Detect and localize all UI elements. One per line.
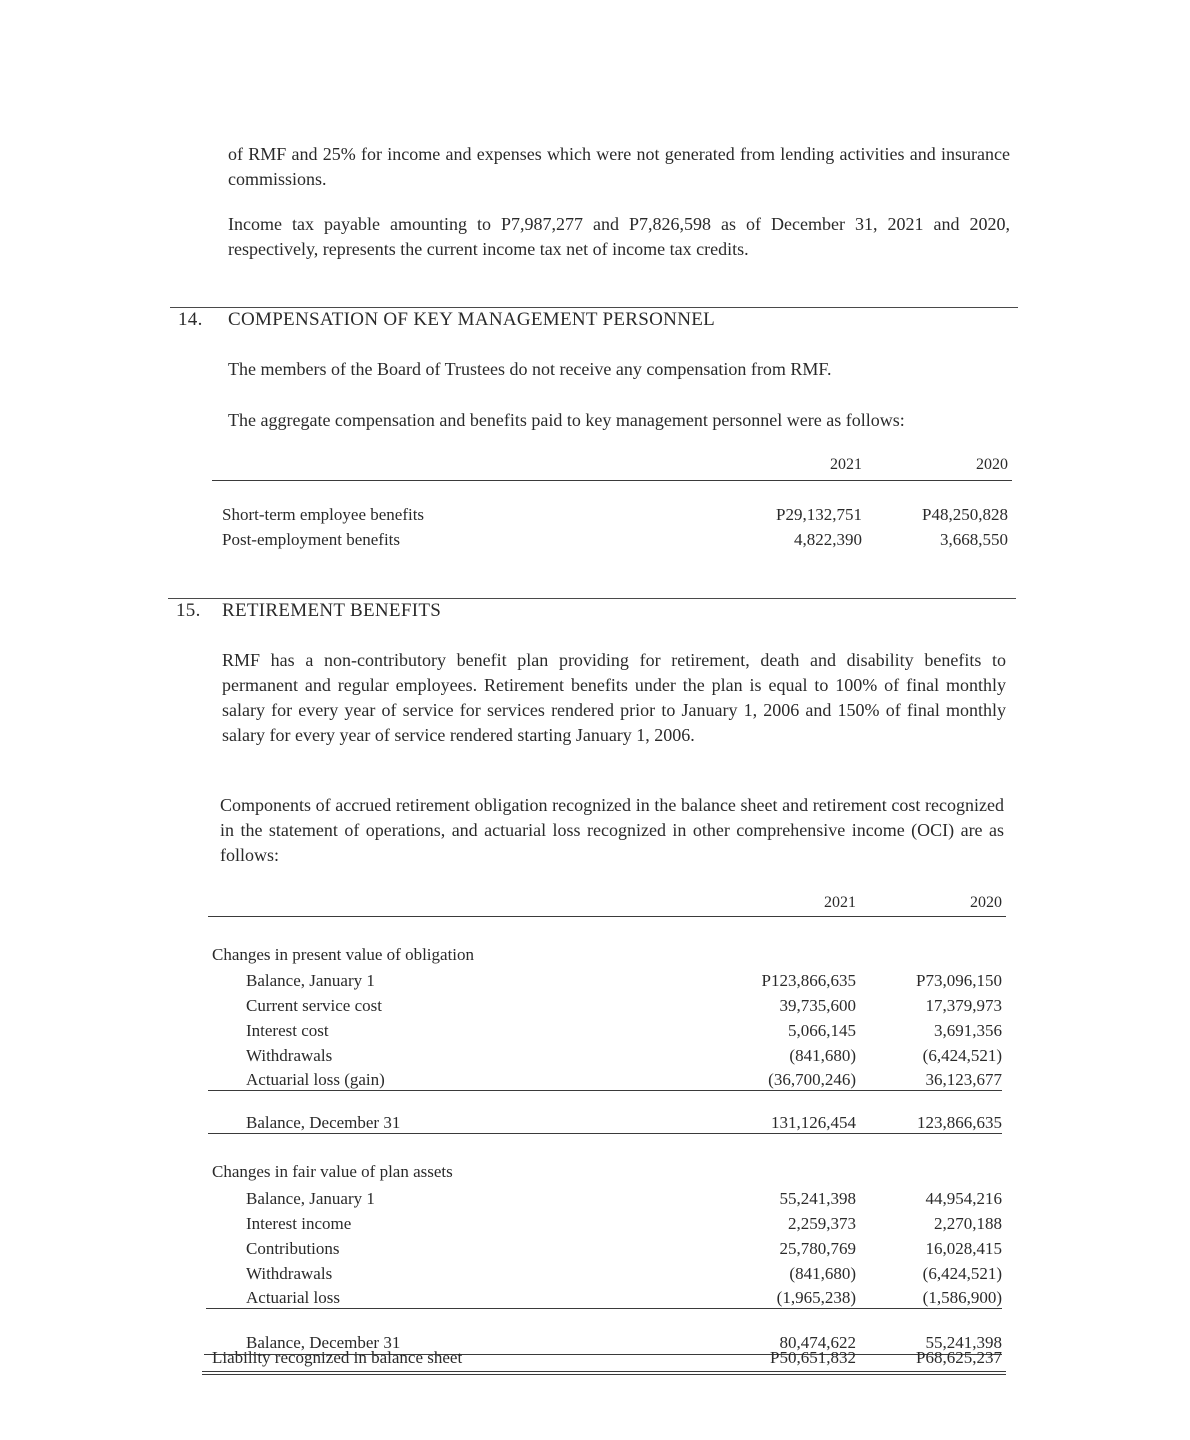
- table-row: [212, 1261, 1006, 1286]
- value-2021: 55,241,398: [779, 1189, 856, 1208]
- column-header-2020: 2020: [976, 456, 1008, 473]
- row-label: Actuarial loss: [246, 1288, 340, 1307]
- row-label: Post-employment benefits: [222, 530, 401, 549]
- row-label: Short-term employee benefits: [222, 505, 425, 524]
- row-label: Balance, January 1: [246, 971, 375, 990]
- row-label: Actuarial loss (gain): [246, 1070, 385, 1089]
- row-label: Interest cost: [246, 1021, 329, 1040]
- value-2020: 44,954,216: [925, 1189, 1002, 1208]
- section-title: RETIREMENT BENEFITS: [222, 600, 442, 621]
- subtotal-rule: [208, 1090, 1002, 1091]
- column-header-2021: 2021: [824, 894, 856, 911]
- assets-heading: Changes in fair value of plan assets: [212, 1162, 453, 1181]
- value-2021: (36,700,246): [768, 1070, 856, 1089]
- value-2021: 80,474,622: [779, 1333, 856, 1352]
- components-paragraph: Components of accrued retirement obligation recognized in the balance sheet and retirement cost recognized in the statement of operations, and actuarial loss recognized in other comprehensive income (OCI) are as follows:: [220, 795, 1004, 865]
- obligation-heading-row: [212, 942, 1006, 967]
- aggregate-compensation-paragraph: The aggregate compensation and benefits paid to key management personnel were as follows:: [228, 410, 905, 430]
- section-number: 15.: [176, 600, 201, 621]
- section-14-rule: [170, 307, 1018, 308]
- value-2020: 123,866,635: [917, 1113, 1002, 1132]
- retirement-table: [212, 890, 1006, 1380]
- section-15-heading: [176, 600, 441, 622]
- table-row: [222, 502, 1012, 527]
- table-header-row: [212, 890, 1006, 915]
- table-row: [212, 968, 1006, 993]
- value-2020: 17,379,973: [925, 996, 1002, 1015]
- benefit-plan-paragraph: RMF has a non-contributory benefit plan providing for retirement, death and disability benefits to permanent and regular employees. Retirement benefits under the plan is equal to 100% of final monthly salary for every year of service for services rendered prior to January 1, 2006 and 150% of final monthly salary for every year of service rendered starting January 1, 2006.: [222, 650, 1006, 745]
- table-row: [212, 993, 1006, 1018]
- value-2020: (1,586,900): [922, 1288, 1002, 1307]
- value-2020: (6,424,521): [922, 1264, 1002, 1283]
- value-2021: 39,735,600: [779, 996, 856, 1015]
- value-2020: 36,123,677: [925, 1070, 1002, 1089]
- obligation-heading: Changes in present value of obligation: [212, 945, 475, 964]
- value-2020: P68,625,237: [916, 1348, 1002, 1367]
- value-2020: (6,424,521): [922, 1046, 1002, 1065]
- value-2020: P73,096,150: [916, 971, 1002, 990]
- section-14-heading: [178, 309, 715, 331]
- value-2021: (1,965,238): [776, 1288, 856, 1307]
- header-rule: [212, 480, 1012, 481]
- total-rule: [208, 1133, 1002, 1134]
- table-row: [212, 1043, 1006, 1068]
- table-row: [212, 1067, 1006, 1092]
- row-label: Balance, December 31: [246, 1333, 401, 1352]
- column-header-2021: 2021: [830, 456, 862, 473]
- value-2021: 131,126,454: [771, 1113, 856, 1132]
- value-2020: 55,241,398: [925, 1333, 1002, 1352]
- value-2021: 2,259,373: [788, 1214, 856, 1233]
- liability-row: [212, 1345, 1006, 1370]
- row-label: Contributions: [246, 1239, 340, 1258]
- intro-paragraph-1: of RMF and 25% for income and expenses which were not generated from lending activities and insurance commissions.: [228, 144, 1010, 189]
- value-2021: (841,680): [789, 1264, 856, 1283]
- value-2021: P123,866,635: [761, 971, 856, 990]
- value-2020: 16,028,415: [925, 1239, 1002, 1258]
- section-15-rule: [168, 598, 1016, 599]
- table-row: [212, 1211, 1006, 1236]
- value-2020: 2,270,188: [934, 1214, 1002, 1233]
- value-2021: P50,651,832: [770, 1348, 856, 1367]
- double-rule-top: [202, 1371, 1006, 1372]
- table-row: [212, 1186, 1006, 1211]
- value-2020: 3,668,550: [940, 530, 1008, 549]
- assets-heading-row: [212, 1159, 1006, 1184]
- subtotal-rule: [206, 1308, 1002, 1309]
- table-header-row: [222, 452, 1012, 477]
- value-2020: 3,691,356: [934, 1021, 1002, 1040]
- value-2021: P29,132,751: [776, 505, 862, 524]
- section-title: COMPENSATION OF KEY MANAGEMENT PERSONNEL: [228, 309, 716, 330]
- row-label: Current service cost: [246, 996, 382, 1015]
- income-tax-paragraph: Income tax payable amounting to P7,987,277 and P7,826,598 as of December 31, 2021 and 2020, respectively, represents the current income tax net of income tax credits.: [228, 214, 1010, 259]
- row-label: Liability recognized in balance sheet: [212, 1348, 463, 1367]
- table-row: [212, 1236, 1006, 1261]
- value-2021: (841,680): [789, 1046, 856, 1065]
- obligation-total-row: [212, 1110, 1006, 1135]
- value-2021: 5,066,145: [788, 1021, 856, 1040]
- row-label: Balance, December 31: [246, 1113, 401, 1132]
- table-row: [222, 527, 1012, 552]
- header-rule: [208, 916, 1006, 917]
- board-trustees-paragraph: The members of the Board of Trustees do not receive any compensation from RMF.: [228, 359, 832, 379]
- compensation-table: [222, 452, 1012, 562]
- value-2021: 25,780,769: [779, 1239, 856, 1258]
- double-rule-bottom: [202, 1374, 1006, 1375]
- section-number: 14.: [178, 309, 203, 330]
- row-label: Balance, January 1: [246, 1189, 375, 1208]
- row-label: Withdrawals: [246, 1264, 333, 1283]
- column-header-2020: 2020: [970, 894, 1002, 911]
- value-2021: 4,822,390: [794, 530, 862, 549]
- row-label: Withdrawals: [246, 1046, 333, 1065]
- table-row: [212, 1018, 1006, 1043]
- row-label: Interest income: [246, 1214, 352, 1233]
- table-row: [212, 1285, 1006, 1310]
- value-2020: P48,250,828: [922, 505, 1008, 524]
